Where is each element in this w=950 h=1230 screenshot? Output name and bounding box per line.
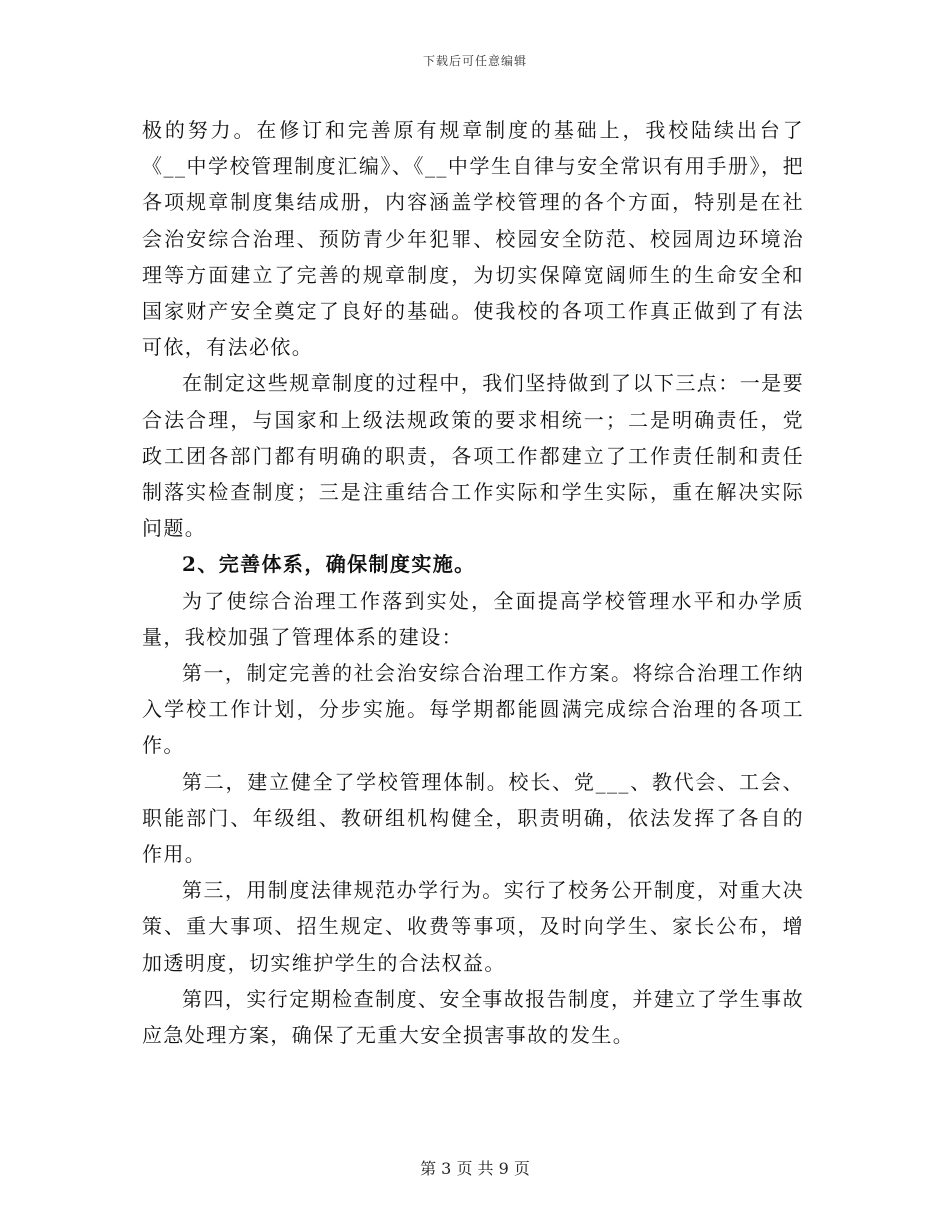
paragraph-second: 第二，建立健全了学校管理体制。校长、党___、教代会、工会、职能部门、年级组、教研组机构健全，职责明确，依法发挥了各自的作用。 <box>142 769 804 867</box>
paragraph-first: 第一，制定完善的社会治安综合治理工作方案。将综合治理工作纳入学校工作计划，分步实施。每学期都能圆满完成综合治理的各项工作。 <box>142 661 804 758</box>
paragraph-principles: 在制定这些规章制度的过程中，我们坚持做到了以下三点：一是要合法合理，与国家和上级法规政策的要求相统一；二是明确责任，党政工团各部门都有明确的职责，各项工作都建立了工作责任制和责任制落实检查制度；三是注重结合工作实际和学生实际，重在解决实际问题。 <box>142 371 804 541</box>
paragraph-intro: 为了使综合治理工作落到实处，全面提高学校管理水平和办学质量，我校加强了管理体系的建设： <box>142 588 804 649</box>
page-number: 第 3 页 共 9 页 <box>420 1159 530 1178</box>
paragraph-third: 第三，用制度法律规范办学行为。实行了校务公开制度，对重大决策、重大事项、招生规定、收费等事项，及时向学生、家长公布，增加透明度，切实维护学生的合法权益。 <box>142 878 804 975</box>
document-body <box>142 112 804 1053</box>
paragraph-fourth: 第四，实行定期检查制度、安全事故报告制度，并建立了学生事故应急处理方案，确保了无重大安全损害事故的发生。 <box>142 986 804 1048</box>
page-header: 下载后可任意编辑 <box>422 54 527 68</box>
section-heading: 2、完善体系，确保制度实施。 <box>182 552 476 577</box>
paragraph-continuation: 极的努力。在修订和完善原有规章制度的基础上，我校陆续出台了《__中学校管理制度汇编》、《__中学生自律与安全常识有用手册》，把各项规章制度集结成册，内容涵盖学校管理的各个方面，特别是在社会治安综合治理、预防青少年犯罪、校园安全防范、校园周边环境治理等方面建立了完善的规章制度，为切实保障宽阔师生的生命安全和国家财产安全奠定了良好的基础。使我校的各项工作真正做到了有法可依，有法必依。 <box>142 118 804 360</box>
